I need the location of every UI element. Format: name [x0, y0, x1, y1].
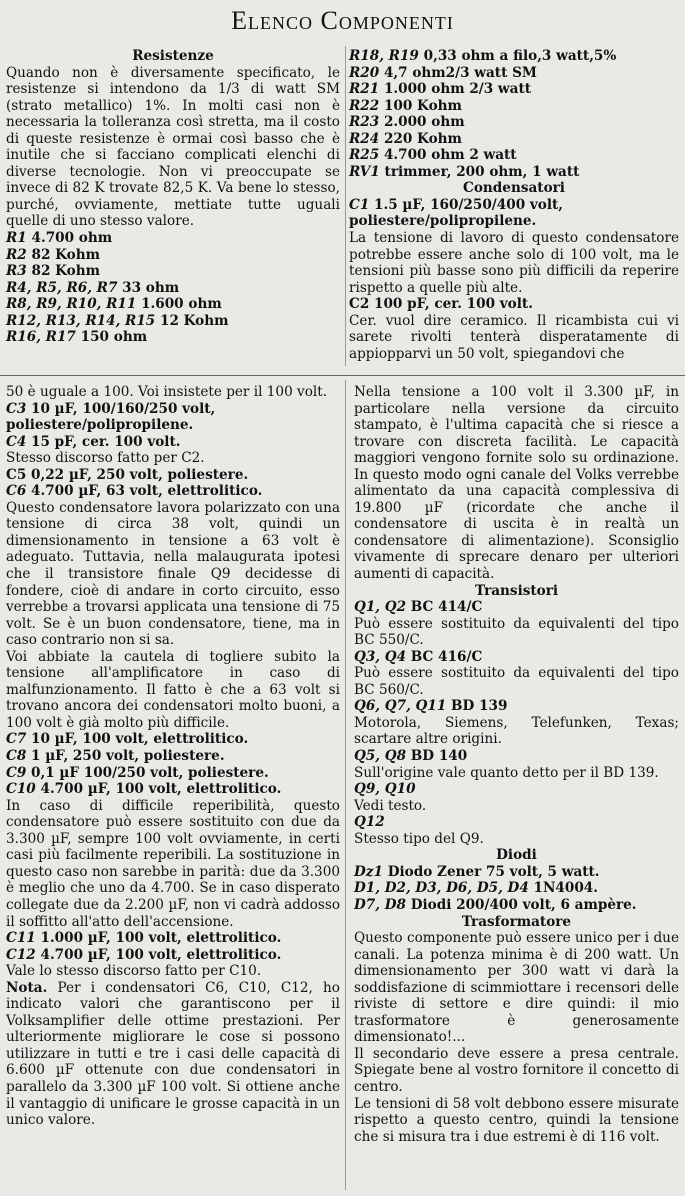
component-desc: 150 ohm [75, 329, 148, 346]
column-bottom-left [6, 384, 340, 1129]
component-desc: 15 pF, cer. 100 volt. [26, 433, 181, 450]
body-paragraph: In caso di difficile reperibilità, questo condensatore può essere sostituito con due da 3.300 µF, sempre 100 volt ovviamente, in certi casi più facilmente reperibili. La sostituzione in questo caso non sarebbe in parità: due da 3.300 è meglio che uno da 4.700. Se in caso disperato collegate due da 2.200 µF, non vi cadrà addosso il soffitto all'atto dell'accensione. [6, 797, 340, 930]
component-desc: 12 Kohm [155, 312, 229, 329]
component-desc: C5 0,22 µF, 250 volt, poliestere. [6, 466, 249, 483]
component-desc: 10 µF, 100/160/250 volt, poliestere/polipropilene. [6, 400, 216, 434]
component-entry [354, 748, 679, 765]
body-paragraph: Vedi testo. [354, 797, 427, 814]
component-desc: 4.700 ohm 2 watt [379, 147, 517, 164]
component-ref: R21 [349, 81, 380, 98]
component-entry [6, 748, 340, 765]
component-entry [349, 114, 679, 131]
component-desc: 4.700 µF, 100 volt, elettrolitico. [35, 946, 282, 963]
component-ref: R4, R5, R6, R7 [6, 279, 118, 296]
component-entry [6, 247, 340, 264]
component-entry [354, 897, 679, 914]
component-ref: R16, R17 [6, 329, 76, 346]
component-desc: 10 µF, 100 volt, elettrolitico. [26, 731, 249, 748]
body-paragraph: Quando non è diversamente specificato, le resistenze si intendono da 1/3 di watt SM (strato metallico) 1%. In molti casi non è necessaria la tolleranza così stretta, ma il costo di queste resistenze è ormai così basso che è inutile che si facciano complicati elenchi di diverse tecnologie. Non vi preoccupate se invece di 82 K trovate 82,5 K. Va bene lo stesso, purché, ovviamente, mettiate tutte uguali quelle di uno stesso valore. [6, 64, 340, 230]
section-heading: Trasformatore [461, 913, 572, 930]
component-desc: 1N4004. [528, 880, 598, 897]
component-ref: C7 [6, 731, 27, 748]
component-ref: R25 [349, 147, 380, 164]
column-divider-bottom [345, 380, 346, 1190]
body-paragraph: Nella tensione a 100 volt il 3.300 µF, in particolare nella versione da circuito stampato, è l'ultima capacità che si riesce a trovare con discreta facilità. Le capacità maggiori vengono fornite solo su ordinazione. In questo modo ogni canale del Volks verrebbe alimentato da una capacità complessiva di 19.800 µF (ricordate che anche il condensatore di uscita è in realtà un condensatore di alimentazione). Sconsiglio vivamente di sprecare denaro per ulteriori aumenti di capacità. [354, 384, 679, 583]
component-ref: Q3, Q4 [354, 648, 407, 665]
component-entry [6, 401, 340, 434]
body-paragraph: Motorola, Siemens, Telefunken, Texas; scartare altre origini. [354, 714, 679, 748]
component-entry [6, 230, 340, 247]
component-ref: C1 [349, 196, 370, 213]
component-entry [349, 98, 679, 115]
component-ref: C11 [6, 930, 36, 947]
body-paragraph: Voi abbiate la cautela di togliere subito la tensione all'amplificatore in caso di malfunzionamento. Il fatto è che a 63 volt si trovano ancora dei condensatori molto buoni, a 100 volt è già molto più difficile. [6, 648, 340, 731]
note-label: Nota. [6, 979, 48, 996]
note-paragraph [6, 980, 340, 1129]
component-desc: BC 416/C [406, 648, 483, 665]
body-paragraph: Il secondario deve essere a presa centrale. Spiegate bene al vostro fornitore il concetto di centro. [354, 1045, 679, 1095]
component-entry [6, 483, 340, 500]
component-desc: 1.000 µF, 100 volt, elettrolitico. [35, 930, 282, 947]
component-desc: trimmer, 200 ohm, 1 watt [379, 163, 580, 180]
component-entry [349, 65, 679, 82]
section-heading: Condensatori [463, 180, 565, 197]
component-desc: 1.5 µF, 160/250/400 volt, poliestere/polipropilene. [349, 196, 564, 230]
component-desc: 0,33 ohm a filo,3 watt,5% [418, 48, 617, 64]
component-ref: Q12 [354, 814, 385, 831]
body-paragraph: Può essere sostituito da equivalenti del tipo BC 550/C. [354, 615, 679, 649]
component-ref: D1, D2, D3, D6, D5, D4 [354, 880, 529, 897]
component-entry [6, 731, 340, 748]
section-divider [0, 375, 685, 376]
component-ref: C4 [6, 433, 27, 450]
component-entry [6, 930, 340, 947]
component-entry [6, 280, 340, 297]
component-desc: 4.700 ohm [26, 230, 113, 247]
body-paragraph: Può essere sostituito da equivalenti del tipo BC 560/C. [354, 665, 679, 698]
component-ref: R18, R19 [349, 48, 419, 64]
component-desc: C2 100 pF, cer. 100 volt. [349, 296, 533, 313]
component-ref: R12, R13, R14, R15 [6, 312, 156, 329]
column-bottom-right [354, 384, 679, 1145]
component-entry [349, 131, 679, 148]
component-desc: BC 414/C [406, 599, 483, 616]
note-text: Per i condensatori C6, C10, C12, ho indicato valori che garantiscono per il Volksamplifier delle ottime prestazioni. Per ulteriormente migliorare le cose si possono utilizzare in tutti e tre i casi delle capacità di 6.600 µF ottenute con due condensatori in parallelo da 3.300 µF 100 volt. Si ottiene anche il vantaggio di unificare le grosse capacità in un unico valore. [6, 979, 340, 1129]
component-entry [354, 781, 679, 798]
component-entry [354, 814, 679, 831]
component-ref: R1 [6, 230, 27, 247]
component-ref: Dz1 [354, 863, 383, 880]
component-desc: BD 140 [406, 748, 468, 765]
body-paragraph: Questo componente può essere unico per i due canali. La potenza minima è di 200 watt. Un dimensionamento per 300 watt vi darà la soddisfazione di scimmiottare i recensori delle riviste di settore e dire quindi: il mio trasformatore è generosamente dimensionato!... [354, 930, 679, 1046]
component-desc: Diodi 200/400 volt, 6 ampère. [405, 896, 637, 913]
component-desc: 4.700 µF, 63 volt, elettrolitico. [26, 483, 263, 500]
component-entry [349, 81, 679, 98]
component-entry [6, 947, 340, 964]
component-entry [349, 296, 679, 313]
body-paragraph: 50 è uguale a 100. Voi insistete per il 100 volt. [6, 384, 328, 400]
component-ref: R23 [349, 114, 380, 131]
component-entry [354, 864, 679, 881]
component-ref: Q9, Q10 [354, 781, 416, 798]
component-ref: R2 [6, 246, 27, 263]
body-paragraph: Stesso tipo del Q9. [354, 830, 484, 847]
column-top-left [6, 48, 340, 346]
component-desc: 220 Kohm [379, 130, 462, 147]
component-entry [6, 434, 340, 451]
component-ref: C3 [6, 400, 27, 417]
component-entry [6, 781, 340, 798]
component-entry [349, 164, 679, 181]
section-heading: Resistenze [132, 48, 214, 64]
component-desc: 1.600 ohm [136, 296, 222, 313]
component-desc: 82 Kohm [26, 246, 100, 263]
component-ref: Q1, Q2 [354, 599, 407, 616]
component-ref: R8, R9, R10, R11 [6, 296, 137, 313]
component-entry [6, 296, 340, 313]
component-entry [354, 698, 679, 715]
section-heading: Transistori [474, 582, 559, 599]
component-entry [6, 329, 340, 346]
component-desc: 4.700 µF, 100 volt, elettrolitico. [35, 781, 282, 798]
component-ref: C6 [6, 483, 27, 500]
component-desc: 82 Kohm [26, 263, 100, 280]
component-entry [349, 197, 679, 230]
component-entry [6, 313, 340, 330]
body-paragraph: Stesso discorso fatto per C2. [6, 450, 205, 467]
component-desc: BD 139 [446, 698, 508, 715]
component-desc: 100 Kohm [379, 97, 462, 114]
body-paragraph: Le tensioni di 58 volt debbono essere misurate rispetto a questo centro, quindi la tensione che si misura tra i due estremi è di 116 volt. [354, 1095, 679, 1145]
column-divider-top [345, 46, 346, 366]
component-ref: C12 [6, 946, 36, 963]
body-paragraph: Vale lo stesso discorso fatto per C10. [6, 963, 262, 980]
component-desc: 1 µF, 250 volt, poliestere. [26, 748, 225, 765]
component-desc: Diodo Zener 75 volt, 5 watt. [382, 863, 600, 880]
column-top-right [349, 48, 679, 362]
component-desc: 33 ohm [117, 279, 180, 296]
section-heading: Diodi [496, 847, 537, 864]
component-ref: Q5, Q8 [354, 748, 407, 765]
component-entry [6, 467, 340, 484]
component-ref: R24 [349, 130, 380, 147]
component-entry [349, 48, 679, 65]
component-desc: 4,7 ohm2/3 watt SM [379, 64, 537, 81]
component-ref: C10 [6, 781, 36, 798]
component-entry [6, 765, 340, 782]
component-desc: 2.000 ohm [379, 114, 465, 131]
component-entry [354, 599, 679, 616]
component-desc: 1.000 ohm 2/3 watt [379, 81, 532, 98]
component-ref: Q6, Q7, Q11 [354, 698, 447, 715]
component-entry [6, 263, 340, 280]
component-entry [354, 880, 679, 897]
component-ref: R3 [6, 263, 27, 280]
component-ref: C8 [6, 748, 27, 765]
body-paragraph: Cer. vuol dire ceramico. Il ricambista cui vi sarete rivolti tenterà disperatamente di appiopparvi un 50 volt, spiegandovi che [349, 312, 679, 362]
component-ref: R20 [349, 64, 380, 81]
body-paragraph: Sull'origine vale quanto detto per il BD 139. [354, 764, 659, 781]
body-paragraph: Questo condensatore lavora polarizzato con una tensione di circa 38 volt, quindi un dimensionamento in tensione a 63 volt è adeguato. Tuttavia, nella malaugurata ipotesi che il transistore finale Q9 decidesse di fondere, cioè di andare in corto circuito, esso verrebbe a trovarsi applicata una tensione di 75 volt. Se è un buon condensatore, tiene, ma in caso contrario non si sa. [6, 499, 340, 649]
page-title: Elenco Componenti [231, 6, 454, 35]
component-entry [354, 649, 679, 666]
component-ref: C9 [6, 764, 27, 781]
component-ref: D7, D8 [354, 896, 406, 913]
component-entry [349, 147, 679, 164]
component-desc: 0,1 µF 100/250 volt, poliestere. [26, 764, 269, 781]
component-ref: R22 [349, 97, 380, 114]
component-ref: RV1 [349, 163, 380, 180]
body-paragraph: La tensione di lavoro di questo condensatore potrebbe essere anche solo di 100 volt, ma le tensioni più basse sono più difficili da reperire rispetto a quelle più alte. [349, 230, 679, 296]
